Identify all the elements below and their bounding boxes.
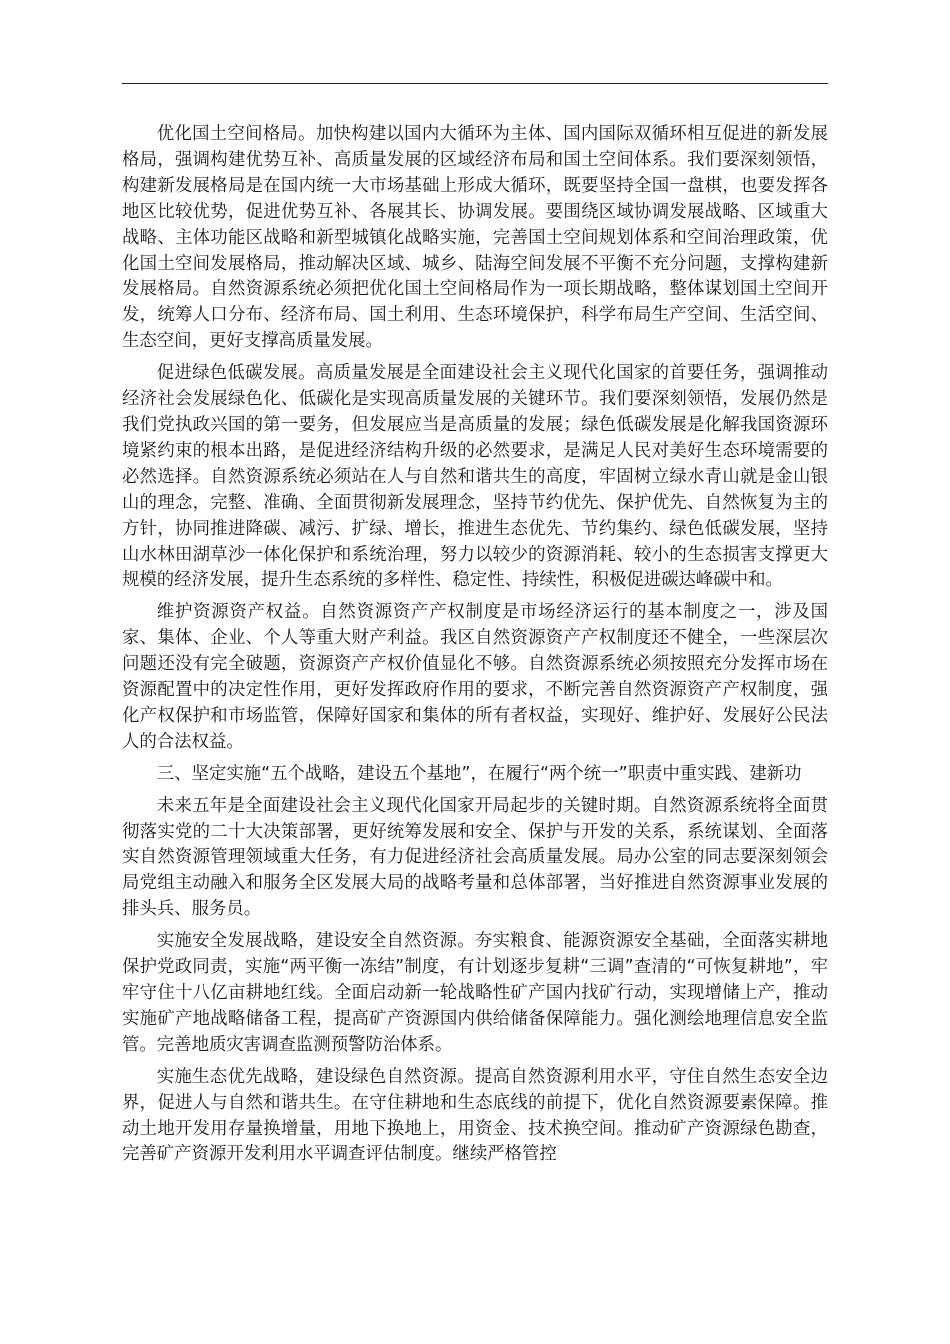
paragraph-next-five-years: 未来五年是全面建设社会主义现代化国家开局起步的关键时期。自然资源系统将全面贯彻落实党的二十大决策部署，更好统筹发展和安全、保护与开发的关系，系统谋划、全面落实自然资源管理领域重大任务，有力促进经济社会高质量发展。局办公室的同志要深刻领会局党组主动融入和服务全区发展大局的战略考量和总体部署，当好推进自然资源事业发展的排头兵、服务员。 [122,795,828,920]
paragraph-resource-asset-rights: 维护资源资产权益。自然资源资产产权制度是市场经济运行的基本制度之一，涉及国家、集体、企业、个人等重大财产利益。我区自然资源资产产权制度还不健全，一些深层次问题还没有完全破题，资源资产产权价值显化不够。自然资源系统必须按照充分发挥市场在资源配置中的决定性作用，更好发挥政府作用的要求，不断完善自然资源资产产权制度，强化产权保护和市场监管，保障好国家和集体的所有者权益，实现好、维护好、发展好公民法人的合法权益。 [122,602,828,752]
paragraph-green-low-carbon: 促进绿色低碳发展。高质量发展是全面建设社会主义现代化国家的首要任务，强调推动经济社会发展绿色化、低碳化是实现高质量发展的关键环节。我们要深刻领悟，发展仍然是我们党执政兴国的第一要务，但发展应当是高质量的发展；绿色低碳发展是化解我国资源环境紧约束的根本出路，是促进经济结构升级的必然要求，是满足人民对美好生态环境需要的必然选择。自然资源系统必须站在人与自然和谐共生的高度，牢固树立绿水青山就是金山银山的理念，完整、准确、全面贯彻新发展理念，坚持节约优先、保护优先、自然恢复为主的方针，协同推进降碳、减污、扩绿、增长，推进生态优先、节约集约、绿色低碳发展，坚持山水林田湖草沙一体化保护和系统治理，努力以较少的资源消耗、较小的生态损害支撑更大规模的经济发展，提升生态系统的多样性、稳定性、持续性，积极促进碳达峰碳中和。 [122,363,828,591]
paragraph-ecology-first: 实施生态优先战略，建设绿色自然资源。提高自然资源利用水平，守住自然生态安全边界，促进人与自然和谐共生。在守住耕地和生态底线的前提下，优化自然资源要素保障。推动土地开发用存量换增量，用地下换地上，用资金、技术换空间。推动矿产资源绿色勘查，完善矿产资源开发利用水平调查评估制度。继续严格管控 [122,1066,828,1165]
paragraph-safe-development: 实施安全发展战略，建设安全自然资源。夯实粮食、能源资源安全基础，全面落实耕地保护党政同责，实施“两平衡一冻结”制度，有计划逐步复耕“三调”查清的“可恢复耕地”，牢牢守住十八亿亩耕地红线。全面启动新一轮战略性矿产国内找矿行动，实现增储上产，推动实施矿产地战略储备工程，提高矿产资源国内供给储备保障能力。强化测绘地理信息安全监管。完善地质灾害调查监测预警防治体系。 [122,931,828,1055]
paragraph-optimize-territorial-space: 优化国土空间格局。加快构建以国内大循环为主体、国内国际双循环相互促进的新发展格局，强调构建优势互补、高质量发展的区域经济布局和国土空间体系。我们要深刻领悟，构建新发展格局是在国内统一大市场基础上形成大循环，既要坚持全国一盘棋，也要发挥各地区比较优势，促进优势互补、各展其长、协调发展。要围绕区域协调发展战略、区域重大战略、主体功能区战略和新型城镇化战略实施，完善国土空间规划体系和空间治理政策，优化国土空间发展格局，推动解决区域、城乡、陆海空间发展不平衡不充分问题，支撑构建新发展格局。自然资源系统必须把优化国土空间格局作为一项长期战略，整体谋划国土空间开发，统筹人口分布、经济布局、国土利用、生态环境保护，科学布局生产空间、生活空间、生态空间，更好支撑高质量发展。 [122,124,828,352]
section-heading-three: 三、坚定实施“五个战略，建设五个基地”，在履行“两个统一”职责中重实践、建新功 [156,763,802,784]
header-rule [122,83,828,84]
document-body [122,122,828,1174]
